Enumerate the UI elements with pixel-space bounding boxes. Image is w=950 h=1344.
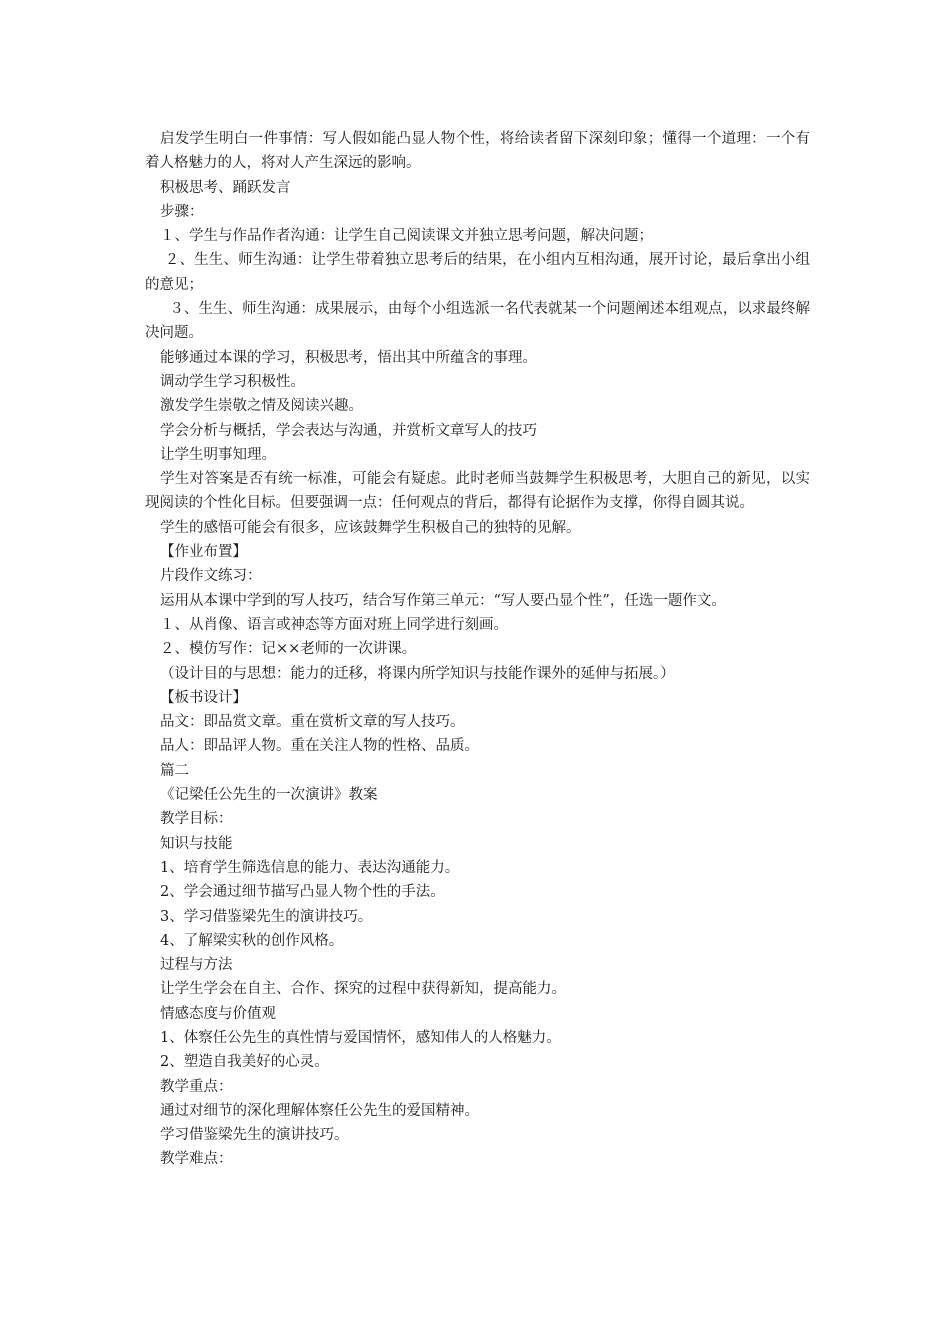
list-item: １、从肖像、语言或神态等方面对班上同学进行刻画。	[160, 616, 508, 633]
subsection-heading: 情感态度与价值观	[160, 1005, 276, 1022]
section-heading: 【板书设计】	[160, 689, 247, 706]
paragraph: 品人：即品评人物。重在关注人物的性格、品质。	[160, 738, 479, 755]
list-item: 1、培育学生筛选信息的能力、表达沟通能力。	[160, 859, 460, 876]
paragraph: （设计目的与思想：能力的迁移，将课内所学知识与技能作课外的延伸与拓展。）	[160, 665, 675, 682]
paragraph: 激发学生崇敬之情及阅读兴趣。	[160, 398, 363, 415]
section-heading: 教学目标：	[160, 811, 233, 828]
paragraph: 让学生明事知理。	[160, 446, 276, 463]
list-item: 4、了解梁实秋的创作风格。	[160, 932, 344, 949]
paragraph: 运用从本课中学到的写人技巧，结合写作第三单元：“写人要凸显个性”，任选一题作文。	[160, 592, 726, 609]
subsection-heading: 知识与技能	[160, 835, 233, 852]
list-item: 2、学会通过细节描写凸显人物个性的手法。	[160, 884, 445, 901]
section-heading: 教学难点：	[160, 1151, 233, 1168]
paragraph: 让学生学会在自主、合作、探究的过程中获得新知，提高能力。	[160, 981, 566, 998]
list-item: 2、塑造自我美好的心灵。	[160, 1054, 329, 1071]
paragraph: 学会分析与概括，学会表达与沟通，并赏析文章写人的技巧	[160, 422, 537, 439]
paragraph: 能够通过本课的学习，积极思考，悟出其中所蕴含的事理。	[160, 349, 537, 366]
paragraph: 片段作文练习：	[160, 568, 262, 585]
paragraph: 品文：即品赏文章。重在赏析文章的写人技巧。	[160, 714, 465, 731]
paragraph: 调动学生学习积极性。	[160, 373, 305, 390]
list-item: ３、生生、师生沟通：成果展示，由每个小组选派一名代表就某一个问题阐述本组观点，以求最终解决问题。	[145, 301, 810, 342]
list-item: ２、模仿写作：记××老师的一次讲课。	[160, 641, 417, 658]
document-body	[145, 127, 810, 1172]
list-item: 3、学习借鉴梁先生的演讲技巧。	[160, 908, 373, 925]
paragraph: 步骤：	[160, 203, 204, 220]
paragraph: 学生对答案是否有统一标准，可能会有疑虑。此时老师当鼓舞学生积极思考，大胆自己的新见，以实现阅读的个性化目标。但要强调一点：任何观点的背后，都得有论据作为支撑，你得自圆其说。	[145, 471, 810, 512]
list-item: ２、生生、师生沟通：让学生带着独立思考后的结果，在小组内互相沟通，展开讨论，最后拿出小组的意见；	[145, 252, 810, 293]
subsection-heading: 过程与方法	[160, 957, 233, 974]
paragraph: 通过对细节的深化理解体察任公先生的爱国精神。	[160, 1102, 479, 1119]
list-item: 1、体察任公先生的真性情与爱国情怀，感知伟人的人格魅力。	[160, 1029, 561, 1046]
paragraph: 学生的感悟可能会有很多，应该鼓舞学生积极自己的独特的见解。	[160, 519, 581, 536]
section-heading: 【作业布置】	[160, 544, 247, 561]
section-heading: 篇二	[160, 762, 189, 779]
paragraph: 学习借鉴梁先生的演讲技巧。	[160, 1127, 349, 1144]
paragraph: 积极思考、踊跃发言	[160, 179, 291, 196]
paragraph: 启发学生明白一件事情：写人假如能凸显人物个性，将给读者留下深刻印象；懂得一个道理：一个有着人格魅力的人，将对人产生深远的影响。	[145, 131, 810, 172]
list-item: １、学生与作品作者沟通：让学生自己阅读课文并独立思考问题，解决问题；	[160, 228, 653, 245]
document-title: 《记梁任公先生的一次演讲》教案	[160, 787, 378, 804]
section-heading: 教学重点：	[160, 1078, 233, 1095]
